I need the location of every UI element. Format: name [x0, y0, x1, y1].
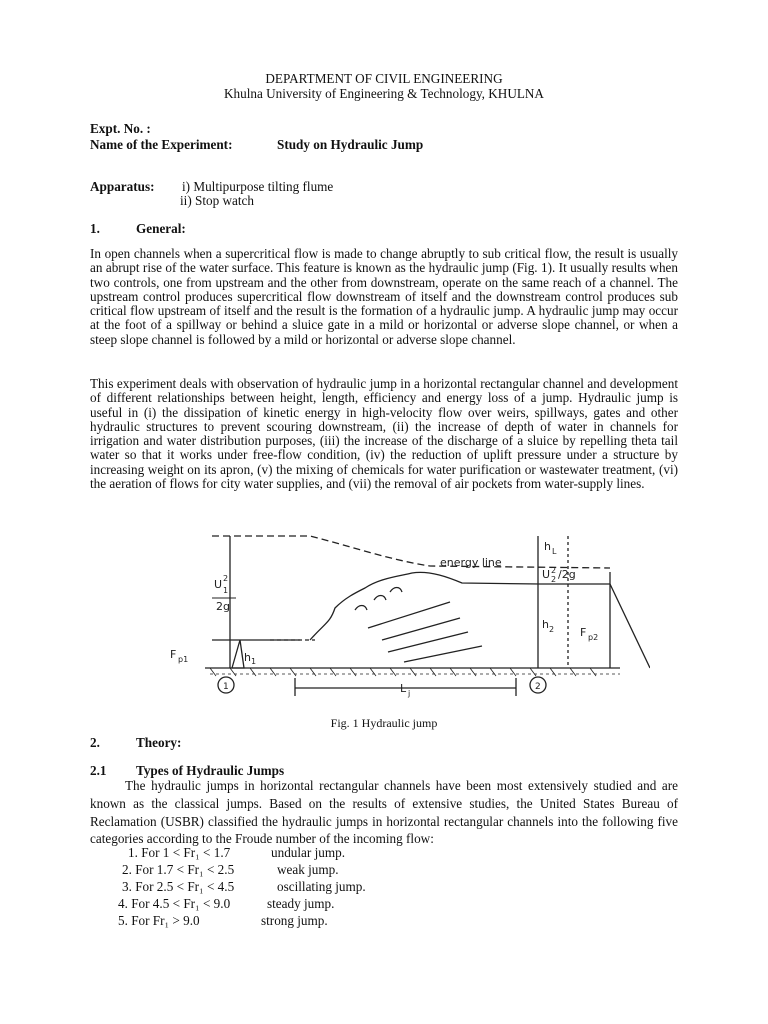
experiment-name-value: Study on Hydraulic Jump [277, 137, 424, 152]
svg-text:2: 2 [223, 574, 229, 583]
svg-text:F: F [170, 648, 177, 661]
gate-wedge [232, 640, 244, 668]
svg-text:p2: p2 [588, 633, 599, 642]
experiment-name-label: Name of the Experiment: [90, 137, 233, 152]
list-item: 5. For Fr₁ > 9.0 strong jump. [118, 913, 328, 928]
list-item: 1. For 1 < Fr₁ < 1.7 undular jump. [128, 845, 345, 860]
svg-text:h: h [544, 540, 551, 553]
svg-text:U: U [542, 568, 551, 581]
svg-text:h: h [244, 651, 251, 664]
svg-text:F: F [580, 626, 587, 639]
svg-text:j: j [408, 689, 411, 698]
section-title: General: [136, 221, 186, 236]
svg-text:L: L [552, 547, 557, 556]
apparatus-label: Apparatus: [90, 179, 155, 194]
section-number: 1. [90, 221, 100, 236]
svg-text:L: L [400, 682, 407, 695]
svg-text:h: h [542, 618, 549, 631]
list-item: 2. For 1.7 < Fr₁ < 2.5 weak jump. [122, 862, 339, 877]
svg-text:p1: p1 [178, 655, 189, 664]
svg-text:1: 1 [251, 657, 257, 666]
list-item: 4. For 4.5 < Fr₁ < 9.0 steady jump. [118, 896, 335, 911]
svg-text:U: U [214, 578, 223, 591]
svg-text:2: 2 [551, 575, 557, 584]
apparatus-item: ii) Stop watch [180, 193, 254, 208]
svg-text:2: 2 [551, 566, 557, 575]
energy-line-label: energy line [440, 556, 502, 569]
svg-text:1: 1 [223, 586, 229, 595]
svg-text:/2g: /2g [558, 568, 576, 581]
university-heading: Khulna University of Engineering & Technology, KHULNA [224, 86, 544, 101]
general-paragraph-1: In open channels when a supercritical flow is made to change abruptly to sub critical flow, the result is usually an abrupt rise of the water surface. This feature is known as the hydraulic jump (Fig. 1). It usually results when two controls, one from upstream and the other from downstream, operate on the same reach of a channel. The upstream control produces supercritical flow downstream of itself and the downstream control produces sub critical flow upstream of itself and the result is the formation of a hydraulic jump. A hydraulic jump may occur at the foot of a spillway or behind a sluice gate in a mild or horizontal or adverse slope channel, or when a steep slope channel is followed by a mild or horizontal or adverse slope channel. [90, 246, 678, 347]
jump-roller [310, 572, 540, 640]
expt-number-label: Expt. No. : [90, 121, 151, 136]
section-number: 2. [90, 735, 100, 750]
list-item: 3. For 2.5 < Fr₁ < 4.5 oscillating jump. [122, 879, 366, 894]
svg-text:2: 2 [549, 625, 555, 634]
hydraulic-jump-figure [150, 528, 650, 710]
figure-caption: Fig. 1 Hydraulic jump [330, 716, 438, 730]
subsection-number: 2.1 [90, 763, 107, 778]
types-paragraph: The hydraulic jumps in horizontal rectangular channels have been most extensively studied and are known as the classical jumps. Based on the results of extensive studies, the United States Bureau of Reclamation (USBR) classified the hydraulic jumps in horizontal rectangular channels into the following five categories according to the Froude number of the incoming flow: [90, 778, 678, 847]
svg-text:2g: 2g [216, 600, 230, 613]
apparatus-item: i) Multipurpose tilting flume [182, 179, 334, 194]
general-paragraph-2: This experiment deals with observation of hydraulic jump in a horizontal rectangular channel and development of different relationships between height, length, efficiency and energy loss of a jump. Hydraulic jump is useful in (i) the dissipation of kinetic energy in high-velocity flow over weirs, spillways, gates and other hydraulic structures to prevent scouring downstream, (ii) the increase of depth of water in channels for irrigation and water distribution purposes, (iii) the increase of the discharge of a sluice by repelling theta tail water so that it works under free-flow condition, (iv) the reduction of uplift pressure under a structure by increasing weight on its apron, (v) the mixing of chemicals for water purification or wastewater treatment, (vi) the aeration of flows for city water supplies, and (vii) the removal of air pockets from water-supply lines. [90, 376, 678, 492]
svg-text:2: 2 [535, 682, 541, 692]
department-heading: DEPARTMENT OF CIVIL ENGINEERING [265, 71, 503, 86]
svg-text:1: 1 [223, 682, 229, 692]
subsection-title: Types of Hydraulic Jumps [136, 763, 285, 778]
section-title: Theory: [136, 735, 182, 750]
